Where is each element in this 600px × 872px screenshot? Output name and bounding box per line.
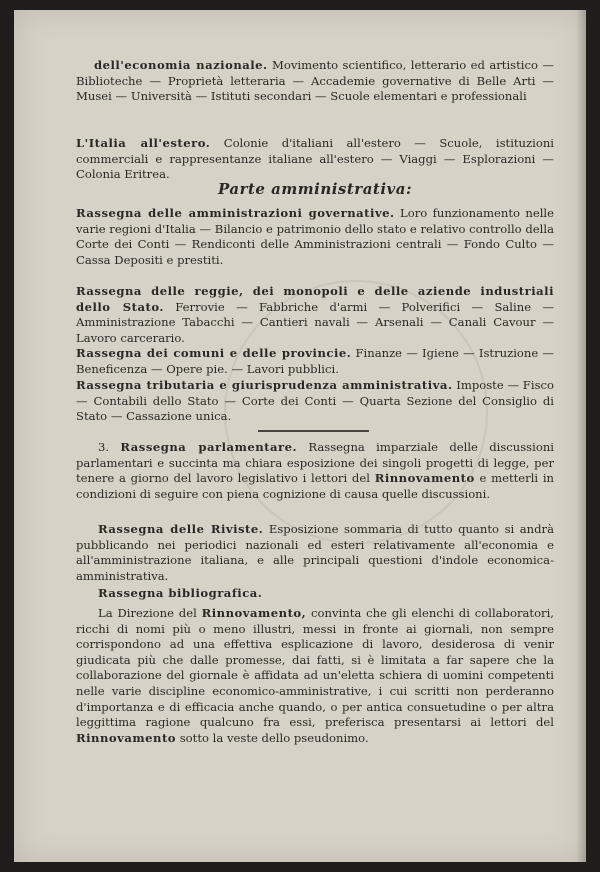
- riviste-text: Esposizione sommaria di tutto quanto si andrà pubblicando nei periodici nazionali ed esteri relativamente all'economia e all'amministrazione italiana, e alle principali questioni d'indole economica-amministrativa.: [76, 522, 555, 583]
- regie-heading: Rassegna delle reggie, dei monopoli e delle aziende industriali dello Stato.: [76, 284, 554, 314]
- rinnovamento-name-1: Rinnovamento: [374, 471, 475, 486]
- direzione-text-c: sotto la veste dello pseudonimo.: [179, 730, 369, 745]
- regie-paragraph: [76, 284, 554, 346]
- bottom-section: [76, 440, 554, 770]
- tributaria-heading: Rassegna tributaria e giurisprudenza amministrativa.: [76, 378, 453, 392]
- page-edge-shadow: [576, 10, 586, 862]
- direzione-text-a: La Direzione del: [98, 606, 197, 620]
- bibliografica-line: [76, 586, 554, 602]
- parlamentare-heading: Rassegna parlamentare.: [120, 440, 298, 454]
- governative-text: Loro funzionamento nelle varie regioni d'Italia — Bilancio e patrimonio dello stato e relativo controllo della Corte dei Conti — Rendiconti delle Amministrazioni centrali — Fondo Culto — Cassa Depositi e prestiti.: [76, 206, 555, 267]
- parlamentare-text-b: e metterli in condizioni di seguire con piena cognizione di causa quelle discussioni.: [76, 471, 555, 501]
- estero-heading: L'Italia all'estero.: [76, 136, 211, 150]
- top-section: [76, 58, 555, 182]
- economia-heading: dell'economia nazionale.: [94, 58, 268, 72]
- rinnovamento-name-2: Rinnovamento,: [201, 606, 307, 620]
- bibliografica-heading: Rassegna bibliografica.: [98, 586, 263, 600]
- governative-paragraph: [76, 206, 554, 268]
- economia-paragraph: [76, 58, 554, 105]
- section-divider: [258, 430, 369, 432]
- tributaria-paragraph: [76, 378, 554, 425]
- rinnovamento-name-3: Rinnovamento: [76, 730, 177, 745]
- estero-text: Colonie d'italiani all'estero — Scuole, istituzioni commerciali e rappresentanze italiane all'estero — Viaggi — Esplorazioni — Colonia Eritrea.: [76, 136, 554, 182]
- tributaria-text: Imposte — Fisco — Contabili dello Stato — Corte dei Conti — Quarta Sezione del Consiglio di Stato — Cassazione unica.: [76, 378, 554, 424]
- direzione-text-b: convinta che gli elenchi di collaboratori, ricchi di nomi più o meno illustri, messi in fronte ai giornali, non sempre corrispondono ad una effettiva esplicazione di lavoro, desiderosa di venir giudicata più che dalle promesse, dai fatti, si è limitata a far sapere che la collaborazione del giornale è affidata ad un'eletta schiera di uomini competenti nelle varie discipline economico-amministrative, i cui scritti non perderanno d'importanza e di efficacia anche quando, o per antica consuetudine o per altra leggittima ragione qualcuno fra essi, preferisca presentarsi ai lettori del: [76, 606, 554, 730]
- parlamentare-paragraph: [76, 440, 554, 502]
- regie-text: Ferrovie — Fabbriche d'armi — Polverifici — Saline — Amministrazione Tabacchi — Cantieri navali — Arsenali — Canali Cavour — Lavoro carcerario.: [76, 299, 555, 345]
- parlamentare-text-a: Rassegna imparziale delle discussioni parlamentari e succinta ma chiara esposizione dei singoli progetti di legge, per tenere a giorno del lavoro legislativo i lettori del: [76, 440, 554, 486]
- riviste-paragraph: [76, 522, 554, 584]
- estero-paragraph: [76, 136, 554, 183]
- economia-text: Movimento scientifico, letterario ed artistico — Biblioteche — Proprietà letteraria — Accademie governative di Belle Arti — Musei — Università — Istituti secondari — Scuole elementari e professionali: [76, 58, 555, 104]
- comuni-text: Finanze — Igiene — Istruzione — Beneficenza — Opere pie. — Lavori pubblici.: [76, 346, 554, 376]
- comuni-heading: Rassegna dei comuni e delle provincie.: [76, 346, 352, 360]
- comuni-paragraph: [76, 346, 554, 377]
- riviste-heading: Rassegna delle Riviste.: [98, 522, 264, 536]
- admin-section: [76, 180, 555, 424]
- section-title: Parte amministrativa:: [217, 180, 413, 198]
- direzione-paragraph: [76, 606, 554, 746]
- document-page: [14, 10, 586, 862]
- governative-heading: Rassegna delle amministrazioni governative.: [76, 206, 395, 220]
- parlamentare-number: 3.: [98, 440, 110, 454]
